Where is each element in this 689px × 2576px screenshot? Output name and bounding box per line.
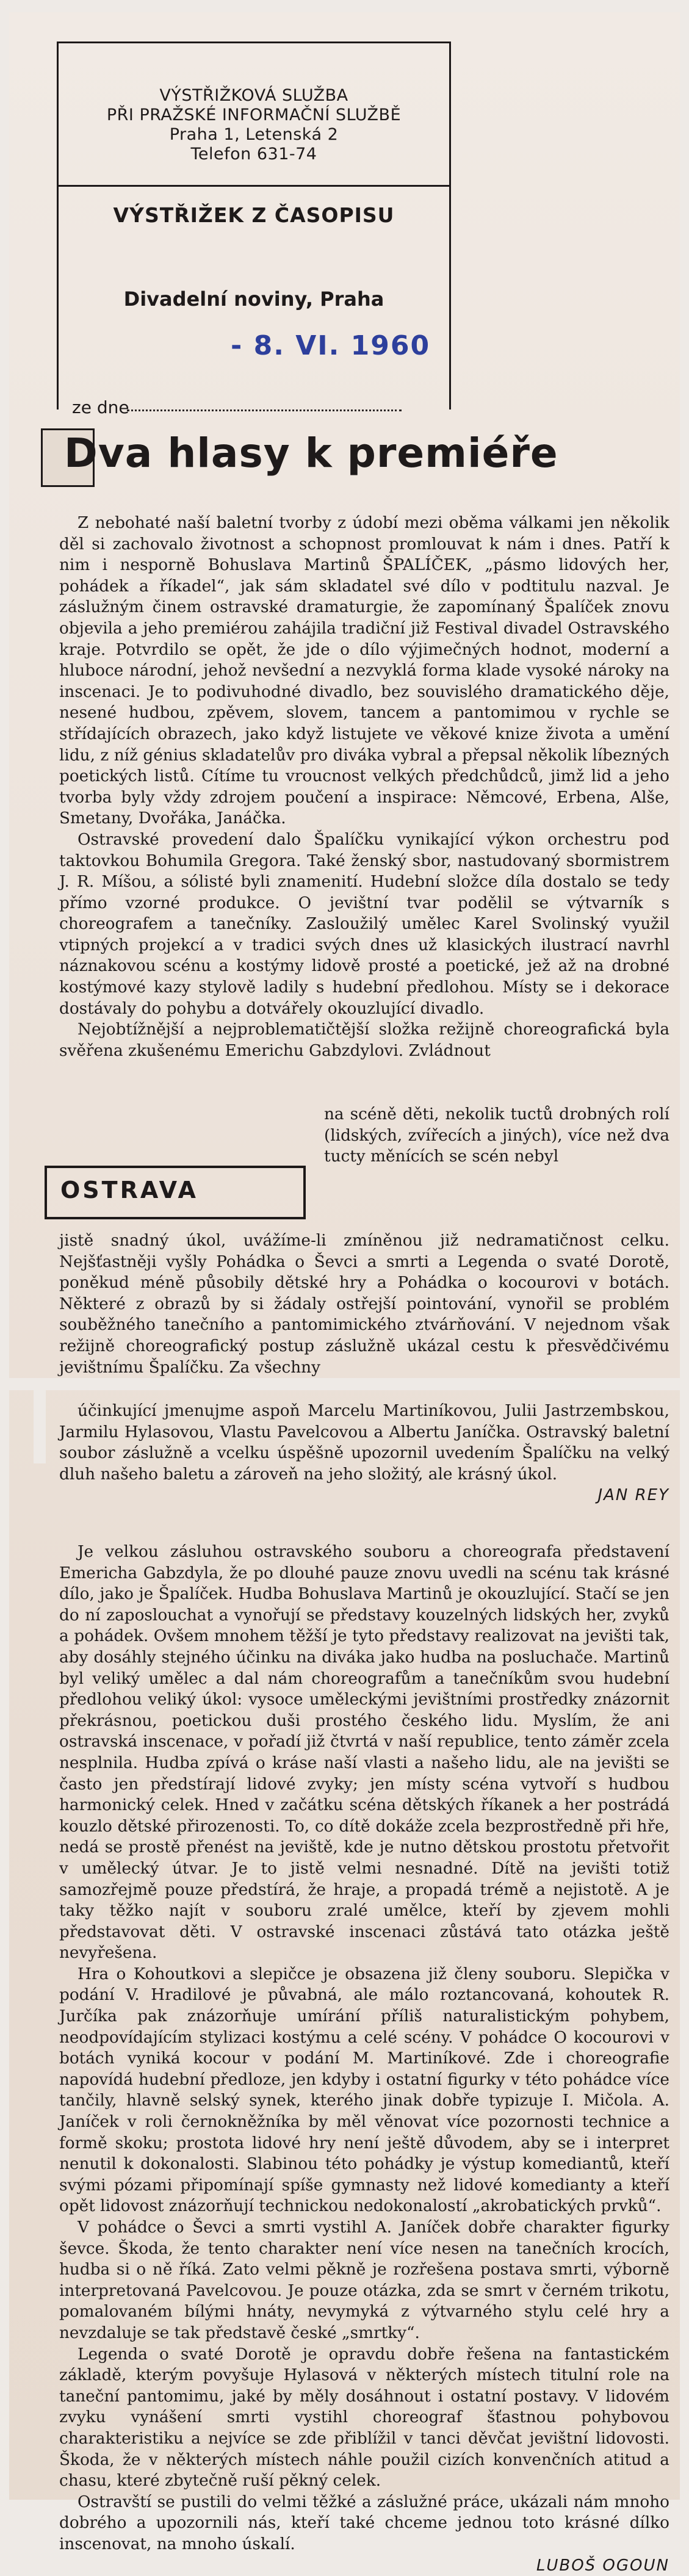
date-stamp: - 8. VI. 1960 <box>231 330 430 361</box>
header-divider <box>59 185 449 187</box>
article-rey-top <box>59 513 669 1061</box>
paragraph: Hra o Kohoutkovi a slepičce je obsazena již členy souboru. Slepička v podání V. Hradilové je půvabná, ale málo roztancovaná, kohoutek R. Jurčíka pak znázorňuje umírání příliš naturalistickým pohybem, neodpovídajícím stylizaci kostýmu a celé scény. V pohádce O kocourovi v botách vyniká kocour v podání M. Martiníkové. Zde i choreografie napovídá hudební předloze, jen kdyby i ostatní figurky v této pohádce více tančily, hlavně selský synek, kterého jinak dobře typizuje I. Mičola. A. Janíček v roli černokněžníka by měl věnovat více pozornosti technice a formě skoku; prostota lidové hry není ještě důvodem, aby se i interpret nenutil k dokonalosti. Slabinou této pohádky je výstup komediantů, kteří svými pózami připomínají spíše gymnasty než lidové komedianty a kteří opět lidovost znázorňují technickou nedokonalostí „akrobatických prvků“. <box>59 1964 669 2217</box>
agency-name: VÝSTŘIŽKOVÁ SLUŽBA <box>59 86 449 106</box>
agency-parent: PŘI PRAŽSKÉ INFORMAČNÍ SLUŽBĚ <box>59 106 449 125</box>
paragraph: Ostravští se pustili do velmi těžké a záslužné práce, ukázali nám mnoho dobrého a upozornili nás, kteří také chceme jednou toto krásné dílko inscenovat, na mnoho úskalí. <box>59 2492 669 2555</box>
wrap-text <box>324 1104 669 1167</box>
author-signature: JAN REY <box>59 1485 669 1506</box>
agency-phone: Telefon 631-74 <box>59 145 449 164</box>
paragraph: V pohádce o Ševci a smrti vystihl A. Janíček dobře charakter figurky ševce. Škoda, že tento charakter není více nesen na tanečních krocích, hudba si o ně říká. Zato velmi pěkně je rozřešena postava smrti, výborně interpretovaná Pavelcovou. Je pouze otázka, zda se smrt v černém trikotu, pomalovaném bílými hnáty, nevymyká z výtvarného stylu celé hry a nevzdaluje se tak představě české „smrtky“. <box>59 2217 669 2344</box>
newspaper-clipping <box>9 12 680 2500</box>
source-periodical: Divadelní noviny, Praha <box>59 287 449 311</box>
headline-text: Dva hlasy k premiéře <box>64 430 558 477</box>
paragraph: účinkující jmenujme aspoň Marcelu Martiníkovou, Julii Jastrzembskou, Jarmilu Hylasovou, Vlastu Pavelcovou a Albertu Janíčka. Ostravský baletní soubor záslužně a vcelku úspěšně upozornil uvedením Špalíčku na velký dluh našeho baletu a zároveň na jeho složitý, ale krásný úkol. <box>59 1401 669 1485</box>
clipping-title: VÝSTŘIŽEK Z ČASOPISU <box>59 203 449 227</box>
clipping-service-header <box>57 41 451 409</box>
article-ogoun <box>59 1542 669 2576</box>
section-label: OSTRAVA <box>60 1177 198 1203</box>
article-rey-end <box>59 1401 669 1506</box>
clipping-cut-notch <box>34 1390 46 1463</box>
section-label-box <box>45 1166 306 1219</box>
paragraph: Nejobtížnější a nejproblematičtější složka režijně choreografická byla svěřena zkušenému Emerichu Gabzdylovi. Zvládnout <box>59 1019 669 1061</box>
paragraph: jistě snadný úkol, uvážíme-li zmíněnou již nedramatičnost celku. Nejšťastněji vyšly Pohádka o Ševci a smrti a Legenda o svaté Dorotě, poněkud méně působily dětské hry a Pohádka o kocourovi v botách. Některé z obrazů by si žádaly ostřejší pointování, vynořil se problém souběžného tanečního a pantomimického ztvárňování. V nejednom však režijně choreografický postup záslužně ukázal cestu k přesvědčivému jevištnímu Špalíčku. Za všechny <box>59 1230 669 1378</box>
ze-dne-label: ze dne <box>72 397 129 417</box>
dotted-line <box>127 409 402 411</box>
paragraph: Z nebohaté naší baletní tvorby z údobí mezi oběma válkami jen několik děl si zachovalo životnost a schopnost promlouvat k nám i dnes. Patří k nim i nesporně Bohuslava Martinů ŠPALÍČEK, „pásmo lidových her, pohádek a říkadel“, jak sám skladatel své dílo v podtitulu nazval. Je záslužným činem ostravské dramaturgie, že zapomínaný Špalíček znovu objevila a jeho premiérou zahájila tradiční již Festival divadel Ostravského kraje. Potvrdilo se opět, že jde o dílo výjimečných hodnot, moderní a hluboce národní, jehož nevšední a nezvyklá forma klade vysoké nároky na inscenaci. Je to podivuhodné divadlo, bez souvislého dramatického děje, nesené hudbou, zpěvem, slovem, tancem a pantomimou v rychle se střídajících obrazech, jako když listujete ve věkové knize života a umění lidu, z níž génius skladatelův pro diváka vybral a přepsal několik líbezných poetických listů. Cítíme tu vroucnost velkých předchůdců, jimž lid a jeho tvorba byly vždy zdrojem poučení a inspirace: Němcové, Erbena, Alše, Smetany, Dvořáka, Janáčka. <box>59 513 669 829</box>
author-signature: LUBOŠ OGOUN <box>59 2555 669 2576</box>
agency-street: Praha 1, Letenská 2 <box>59 125 449 145</box>
paragraph: na scéně děti, nekolik tuctů drobných rolí (lidských, zvířecích a jiných), více než dva tucty měnících se scén nebyl <box>324 1104 669 1167</box>
article-rey-middle <box>59 1230 669 1378</box>
paragraph: Ostravské provedení dalo Špalíčku vynikající výkon orchestru pod taktovkou Bohumila Gregora. Také ženský sbor, nastudovaný sbormistrem J. R. Míšou, a sólisté byli znamenití. Hudební složce díla dostalo se tedy přímo vzorné produkce. O jevištní tvar podělil se výtvarník s choreografem a tanečníky. Zasloužilý umělec Karel Svolinský využil vtipných projekcí a v tradici svých dnes už klasických ilustrací navrhl náznakovou scénu a kostýmy lidově prosté a poetické, jež až na drobné kostýmové kazy stylově ladily s hudební předlohou. Místy se i dekorace dostávaly do pohybu a dotvářely okouzlující divadlo. <box>59 829 669 1019</box>
paragraph: Je velkou zásluhou ostravského souboru a choreografa představení Emericha Gabzdyla, že po dlouhé pauze znovu uvedli na scénu tak krásné dílo, jako je Špalíček. Hudba Bohuslava Martinů je okouzlující. Stačí se jen do ní zaposlouchat a vynořují se představy kouzelných lidských her, zvyků a pohádek. Ovšem mnohem těžší je tyto představy realizovat na jevišti tak, aby dosáhly stejného účinku na diváka jako hudba na posluchače. Martinů byl veliký umělec a dal nám choreografům a tanečníkům svou hudební předlohou veliký úkol: vysoce uměleckými jevištními prostředky znázornit překrásnou, poetickou duši prostého českého lidu. Myslím, že ani ostravská inscenace, v pořadí již čtvrtá v naší republice, tento záměr zcela nesplnila. Hudba zpívá o kráse naší vlasti a našeho lidu, ale na jevišti se často jen předstírají lidové zvyky; jen místy scéna vytvoří s hudbou harmonický celek. Hned v začátku scéna dětských říkanek a her postrádá kouzlo dětské přirozenosti. To, co dítě dokáže zcela bezprostředně při hře, nedá se prostě přenést na jeviště, kde je nutno dětskou prostotu přetvořit v umělecký útvar. Je to jistě velmi nesnadné. Dítě na jevišti totiž samozřejmě pouze předstírá, že hraje, a propadá trémě a nejistotě. A je taky těžko najít v souboru zralé umělce, kteří by zjevem mohli představovat děti. V ostravské inscenaci zůstává tato otázka ještě nevyřešena. <box>59 1542 669 1964</box>
headline <box>41 428 383 485</box>
clipping-cut <box>9 1378 680 1390</box>
paragraph: Legenda o svaté Dorotě je opravdu dobře řešena na fantastickém základě, kterým povyšuje Hylasová v některých místech titulní role na taneční pantomimu, jaké by měly dosáhnout i ostatní postavy. V lidovém zvyku vynášení smrti vystihl choreograf šťastnou pohybovou charakteristiku a nejvíce se zde přiblížil v tanci děvčat jevištní lidovosti. Škoda, že v některých místech náhle použil cizích konvenčních atitud a chasu, které zbytečně ruší pěkný celek. <box>59 2344 669 2492</box>
agency-address <box>59 86 449 164</box>
